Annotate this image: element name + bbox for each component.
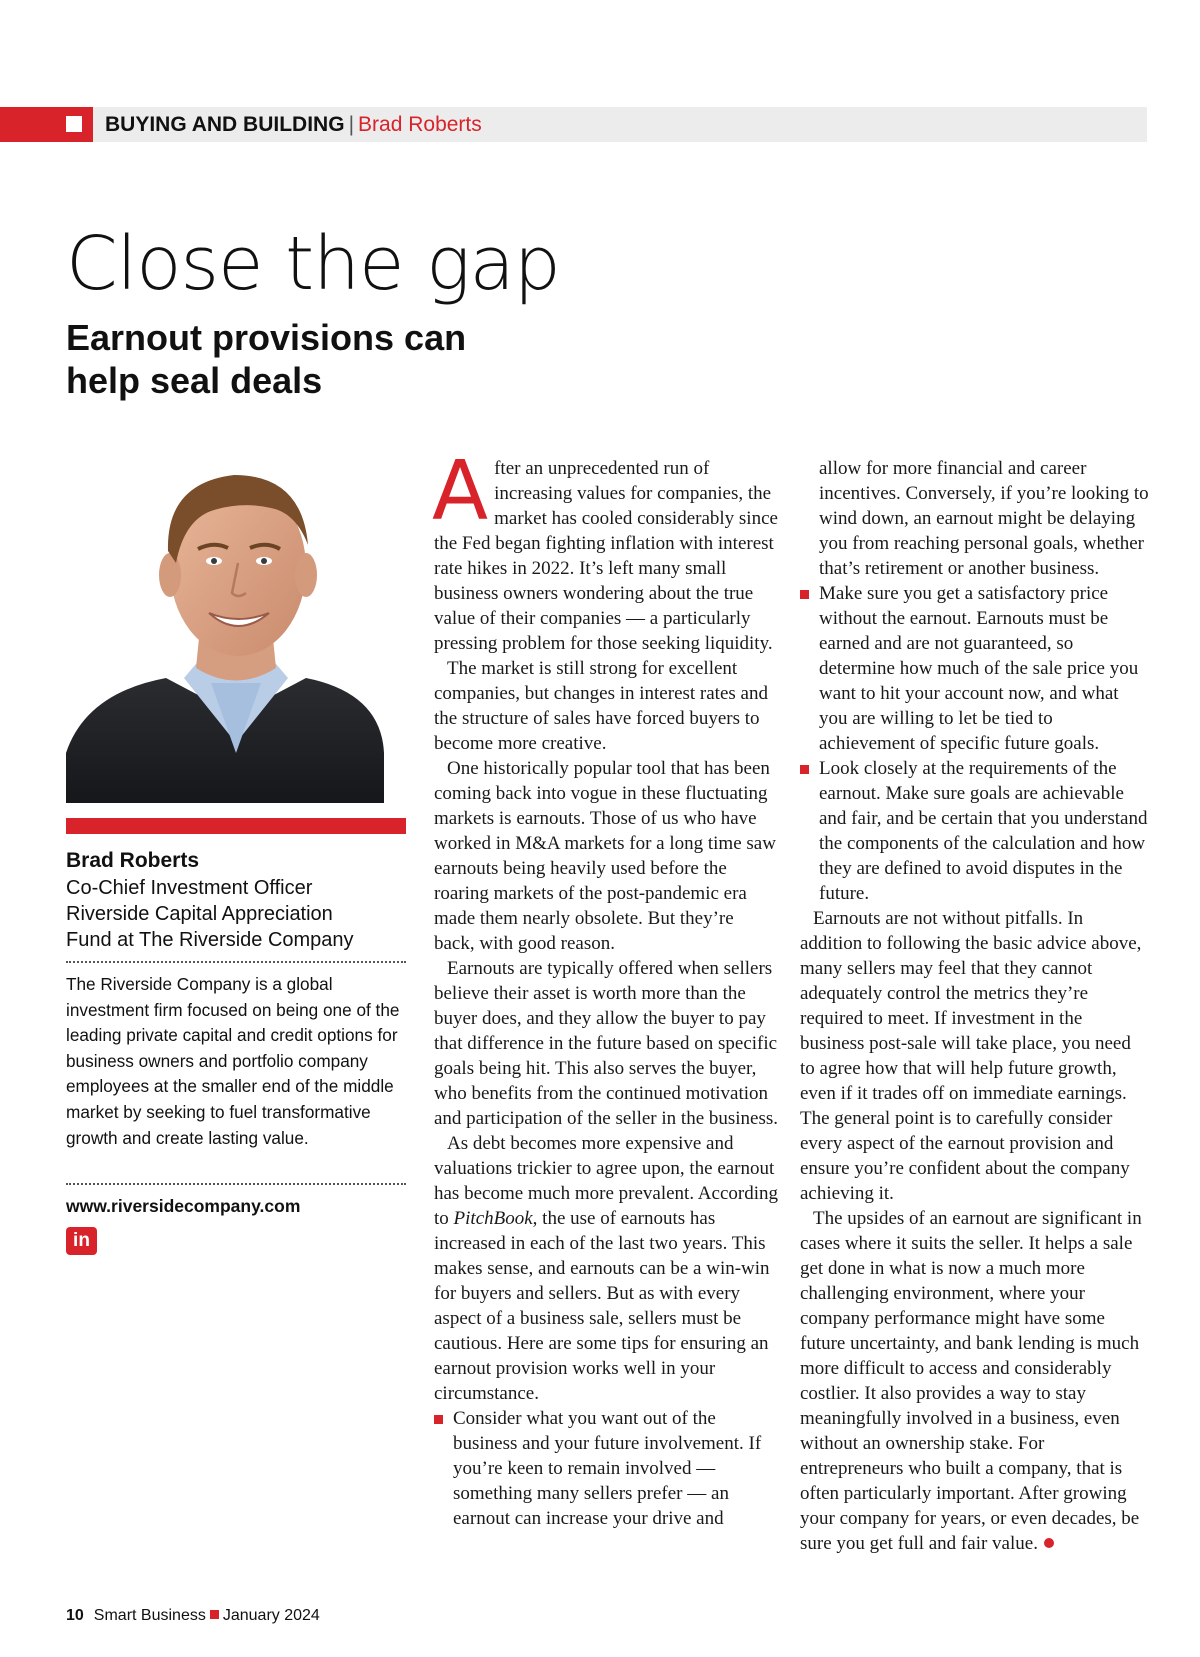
- linkedin-icon[interactable]: in: [66, 1227, 97, 1255]
- article-column-1: [432, 444, 779, 1531]
- bullet-item: Look closely at the requirements of the earnout. Make sure goals are achievable and fair, and be certain that you understand the components of the calculation and how they are defined to avoid disputes in the future.: [800, 756, 1150, 906]
- dotted-divider: [66, 961, 406, 963]
- header-separator: |: [348, 113, 355, 136]
- publication-name: PitchBook: [453, 1208, 533, 1229]
- paragraph: The market is still strong for excellent companies, but changes in interest rates and the structure of sales have forced buyers to become more creative.: [434, 658, 768, 754]
- article-title: Close the gap: [66, 221, 560, 307]
- issue-date: January 2024: [222, 1607, 320, 1624]
- page-number: 10: [66, 1607, 84, 1624]
- dotted-divider: [66, 1183, 406, 1185]
- paragraph-text: The upsides of an earnout are significant in cases where it suits the seller. It helps a sale get done in what is now a much more challenging environment, where your company performance might have some future uncertainty, and bank lending is much more difficult to access and considerably costlier. It also provides a way to stay meaningfully involved in a business, even without an ownership stake. For entrepreneurs who built a company, that is often particularly important. After growing your company for years, or even decades, be sure you get full and fair value.: [800, 1208, 1142, 1554]
- paragraph: [800, 1206, 1150, 1556]
- bio-title-line: Riverside Capital Appreciation: [66, 903, 333, 925]
- company-website-link[interactable]: www.riversidecompany.com: [66, 1196, 301, 1216]
- article-column-2: [800, 456, 1150, 1556]
- article-subtitle: Earnout provisions can help seal deals: [66, 317, 467, 401]
- end-mark-icon: [1044, 1538, 1054, 1548]
- publication-name: Smart Business: [93, 1607, 206, 1624]
- paragraph: Earnouts are typically offered when sellers believe their asset is worth more than the buyer does, and they allow the buyer to pay that difference in the future based on specific goals being hit. This also serves the buyer, who benefits from the continued motivation and participation of the seller in the business.: [434, 958, 779, 1129]
- bio-title-line: Fund at The Riverside Company: [66, 929, 354, 951]
- paragraph: [432, 444, 779, 656]
- author-photo: [66, 453, 406, 803]
- bio-title: [66, 875, 406, 953]
- paragraph-text: As debt becomes more expensive and valuations trickier to agree upon, the earnout has become much more prevalent. According to: [434, 1133, 778, 1229]
- photo-accent-bar: [66, 818, 406, 834]
- paragraph: [434, 1131, 779, 1406]
- bullet-continuation: allow for more financial and career incentives. Conversely, if you’re looking to wind down, an earnout might be delaying you from reaching personal goals, whether that’s retirement or another business.: [819, 458, 1149, 579]
- paragraph: Earnouts are not without pitfalls. In addition to following the basic advice above, many sellers may feel that they cannot adequately control the metrics they’re required to meet. If investment in the business post-sale will take place, you need to agree how that will help future growth, even if it trades off on immediate earnings. The general point is to carefully consider every aspect of the earnout provision and ensure you’re confident about the company achieving it.: [800, 908, 1142, 1204]
- bullet-item: Make sure you get a satisfactory price without the earnout. Earnouts must be earned and are not guaranteed, so determine how much of the sale price you want to hit your account now, and what you are willing to let be tied to achievement of specific future goals.: [800, 581, 1150, 756]
- bio-title-line: Co-Chief Investment Officer: [66, 877, 313, 899]
- paragraph-text: fter an unprecedented run of increasing values for companies, the market has cooled considerably since the Fed began fighting inflation with interest rate hikes in 2022. It’s left many small business owners wondering about the true value of their companies — a particularly pressing problem for those seeking liquidity.: [434, 458, 778, 654]
- bio-description: The Riverside Company is a global investment firm focused on being one of the leading private capital and credit options for business owners and portfolio company employees at the smaller end of the middle market by seeking to fuel transformative growth and create lasting value.: [66, 974, 400, 1148]
- section-header: [105, 113, 482, 137]
- bio-name: Brad Roberts: [66, 849, 200, 872]
- header-square-icon: [66, 116, 82, 132]
- bullet-item: Consider what you want out of the business and your future involvement. If you’re keen to remain involved — something many sellers prefer — an earnout can increase your drive and: [434, 1406, 779, 1531]
- drop-cap: A: [432, 444, 489, 539]
- paragraph: One historically popular tool that has been coming back into vogue in these fluctuating markets is earnouts. Those of us who have worked in M&A markets for a long time saw earnouts being heavily used before the roaring markets of the post-pandemic era made them nearly obsolete. But they’re back, with good reason.: [434, 758, 776, 954]
- section-name: BUYING AND BUILDING: [105, 113, 345, 136]
- page-footer: [66, 1606, 320, 1626]
- footer-square-icon: [210, 1610, 219, 1619]
- header-author: Brad Roberts: [358, 113, 482, 136]
- paragraph-text: , the use of earnouts has increased in each of the last two years. This makes sense, and earnouts can be a win-win for buyers and sellers. But as with every aspect of a business sale, sellers must be cautious. Here are some tips for ensuring an earnout provision works well in your circumstance.: [434, 1208, 770, 1404]
